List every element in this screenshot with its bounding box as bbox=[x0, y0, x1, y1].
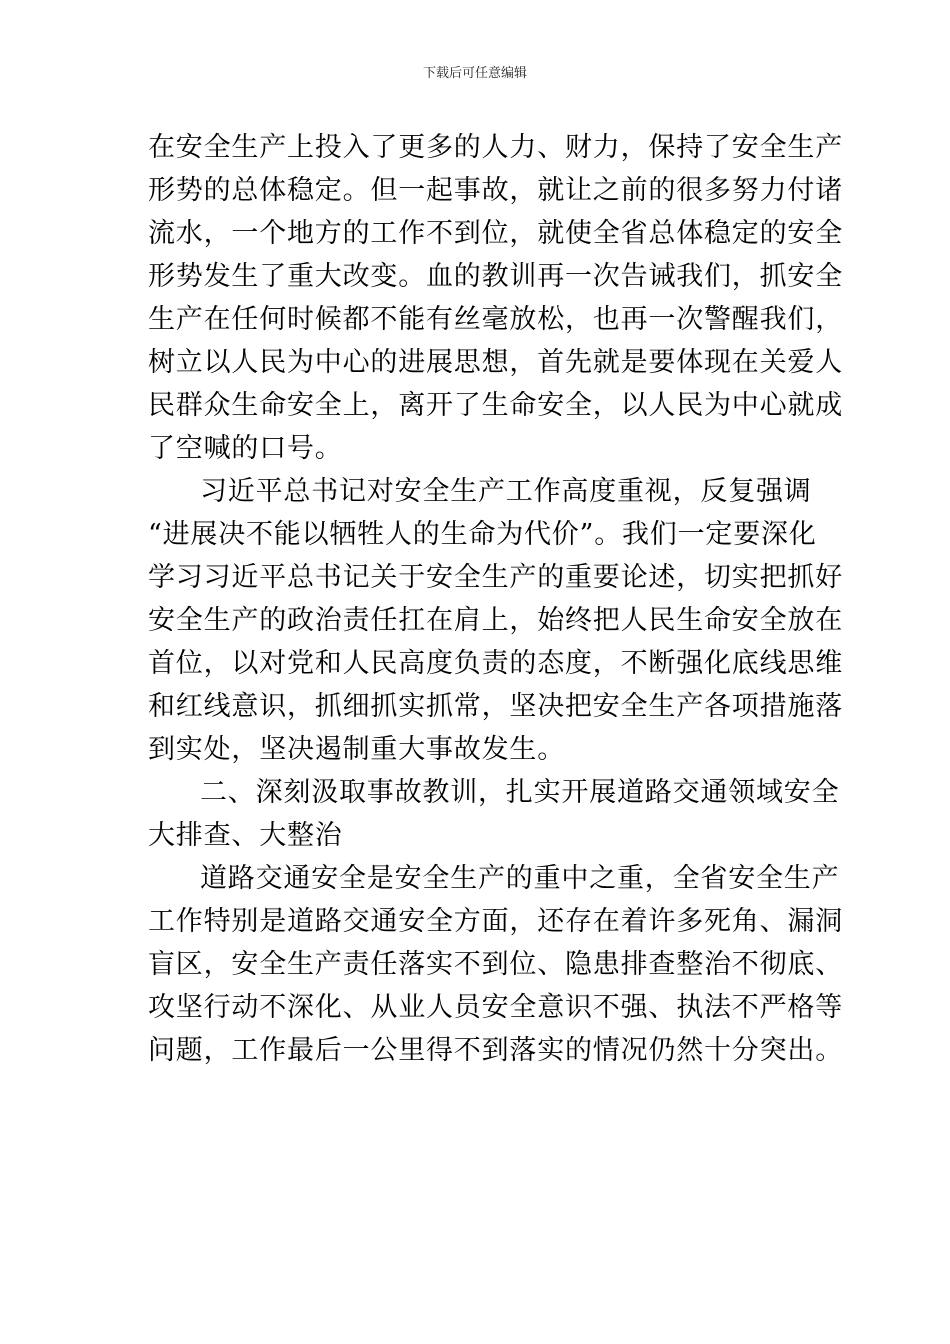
text-line: 学习习近平总书记关于安全生产的重要论述，切实把抓好 bbox=[148, 562, 843, 593]
text-line: 和红线意识，抓细抓实抓常，坚决把安全生产各项措施落 bbox=[148, 691, 843, 722]
text-line: 问题，工作最后一公里得不到落实的情况仍然十分突出。 bbox=[148, 1035, 843, 1066]
text-line: 流水，一个地方的工作不到位，就使全省总体稳定的安全 bbox=[148, 218, 843, 249]
text-line: 习近平总书记对安全生产工作高度重视，反复强调 bbox=[200, 476, 812, 507]
text-line: 民群众生命安全上，离开了生命安全，以人民为中心就成 bbox=[148, 390, 843, 421]
text-line: 了空喊的口号。 bbox=[148, 433, 343, 464]
text-line: 工作特别是道路交通安全方面，还存在着许多死角、漏洞 bbox=[148, 906, 843, 937]
text-line: 二、深刻汲取事故教训，扎实开展道路交通领域安全 bbox=[200, 777, 840, 808]
text-line: 大排查、大整治 bbox=[148, 820, 343, 851]
text-line: “进展决不能以牺牲人的生命为代价”。我们一定要深化 bbox=[148, 519, 817, 550]
text-line: 在安全生产上投入了更多的人力、财力，保持了安全生产 bbox=[148, 132, 843, 163]
text-line: 道路交通安全是安全生产的重中之重，全省安全生产 bbox=[200, 863, 840, 894]
document-body bbox=[148, 126, 843, 1072]
page-header: 下载后可任意编辑 bbox=[422, 66, 527, 81]
text-line: 生产在任何时候都不能有丝毫放松，也再一次警醒我们， bbox=[148, 304, 843, 335]
text-line: 形势发生了重大改变。血的教训再一次告诫我们，抓安全 bbox=[148, 261, 843, 292]
text-line: 盲区，安全生产责任落实不到位、隐患排查整治不彻底、 bbox=[148, 949, 843, 980]
text-line: 树立以人民为中心的进展思想，首先就是要体现在关爱人 bbox=[148, 347, 843, 378]
text-line: 形势的总体稳定。但一起事故，就让之前的很多努力付诸 bbox=[148, 175, 843, 206]
text-line: 攻坚行动不深化、从业人员安全意识不强、执法不严格等 bbox=[148, 992, 843, 1023]
text-line: 到实处，坚决遏制重大事故发生。 bbox=[148, 734, 565, 765]
text-line: 安全生产的政治责任扛在肩上，始终把人民生命安全放在 bbox=[148, 605, 843, 636]
text-line: 首位，以对党和人民高度负责的态度，不断强化底线思维 bbox=[148, 648, 843, 679]
